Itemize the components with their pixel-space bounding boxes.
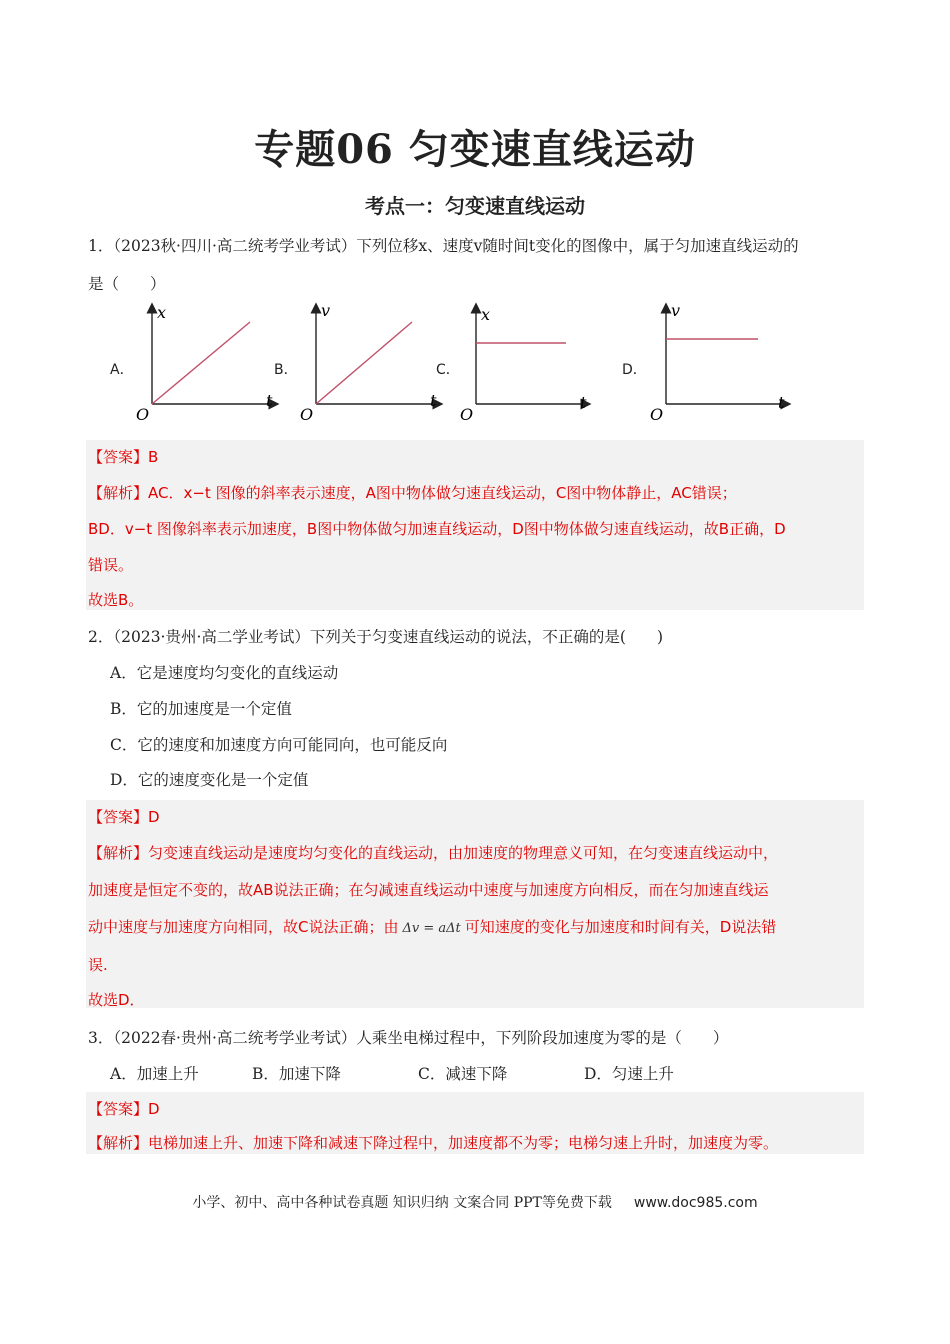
q2-analysis-line2: 加速度是恒定不变的，故AB说法正确；在匀减速直线运动中速度与加速度方向相反，而在匀加速直线运 bbox=[88, 881, 769, 899]
graph-c-origin: O bbox=[460, 405, 474, 424]
q3-answer: 【答案】D bbox=[88, 1100, 160, 1118]
graph-a-line bbox=[152, 322, 250, 404]
q2-option-a: A．它是速度均匀变化的直线运动 bbox=[110, 664, 339, 682]
q1-option-d: D． bbox=[622, 362, 647, 378]
footer-url[interactable]: www.doc985.com bbox=[633, 1195, 758, 1211]
q2-option-c: C．它的速度和加速度方向可能同向，也可能反向 bbox=[110, 736, 448, 754]
q2-analysis-line3-a: 动中速度与加速度方向相同，故C说法正确；由 bbox=[88, 918, 399, 936]
q2-answer: 【答案】D bbox=[88, 808, 160, 826]
q1-option-a: A． bbox=[110, 362, 134, 378]
graph-d-x-label: t bbox=[778, 393, 785, 412]
q1-analysis-line3: 错误。 bbox=[88, 556, 134, 574]
q3-option-a: A．加速上升 bbox=[110, 1065, 199, 1083]
graph-b bbox=[296, 302, 446, 424]
q1-option-c: C． bbox=[436, 362, 460, 378]
footer-text: 小学、初中、高中各种试卷真题 知识归纳 文案合同 PPT等免费下载 bbox=[192, 1195, 612, 1211]
footer bbox=[0, 1192, 950, 1212]
graph-b-origin: O bbox=[300, 405, 314, 424]
q1-analysis-line4: 故选B。 bbox=[88, 591, 144, 609]
q2-analysis-line5: 故选D． bbox=[88, 991, 145, 1009]
q2-analysis-line3-b: 可知速度的变化与加速度和时间有关，D说法错 bbox=[464, 918, 777, 936]
graph-c bbox=[456, 302, 606, 424]
q2-analysis-line1: 【解析】匀变速直线运动是速度均匀变化的直线运动，由加速度的物理意义可知，在匀变速直线运动中， bbox=[88, 844, 779, 862]
page-title: 专题06 匀变速直线运动 bbox=[254, 126, 696, 173]
q1-answer: 【答案】B bbox=[88, 448, 159, 466]
q1-analysis-line2: BD．v−t 图像斜率表示加速度，B图中物体做匀加速直线运动，D图中物体做匀速直线运动，故B正确，D bbox=[88, 520, 786, 538]
q2-analysis-line3 bbox=[88, 916, 776, 937]
q3-answer-box bbox=[86, 1092, 864, 1154]
graph-d-origin: O bbox=[650, 405, 664, 424]
q1-answer-box bbox=[86, 440, 864, 610]
q3-option-c: C．减速下降 bbox=[418, 1065, 508, 1083]
graph-d-y-label: v bbox=[671, 302, 681, 320]
graph-a-x-label: t bbox=[266, 391, 273, 410]
graph-d bbox=[646, 302, 796, 424]
graph-b-y-label: v bbox=[321, 302, 331, 320]
q2-formula: Δv = aΔt bbox=[402, 921, 461, 936]
q1-option-b: B． bbox=[274, 362, 298, 378]
section-title: 考点一：匀变速直线运动 bbox=[365, 194, 585, 218]
q1-stem-line1: 1．（2023秋·四川·高二统考学业考试）下列位移x、速度v随时间t变化的图像中，属于匀加速直线运动的 bbox=[88, 237, 799, 255]
graph-b-x-label: t bbox=[430, 391, 437, 410]
q2-answer-box bbox=[86, 800, 864, 1008]
graph-a bbox=[132, 302, 282, 424]
q2-option-d: D．它的速度变化是一个定值 bbox=[110, 771, 309, 789]
q2-stem: 2．（2023·贵州·高二学业考试）下列关于匀变速直线运动的说法，不正确的是( ) bbox=[88, 628, 664, 646]
q3-option-d: D．匀速上升 bbox=[584, 1065, 674, 1083]
q1-analysis-line1: 【解析】AC．x−t 图像的斜率表示速度，A图中物体做匀速直线运动，C图中物体静止，AC错误； bbox=[88, 484, 737, 502]
q3-stem: 3．（2022春·贵州·高二统考学业考试）人乘坐电梯过程中，下列阶段加速度为零的是（ ） bbox=[88, 1029, 729, 1047]
q2-option-b: B．它的加速度是一个定值 bbox=[110, 700, 292, 718]
graph-a-y-label: x bbox=[157, 303, 167, 322]
graph-b-line bbox=[316, 322, 412, 404]
q1-stem-line2: 是（ ） bbox=[88, 275, 166, 293]
q3-option-b: B．加速下降 bbox=[252, 1065, 341, 1083]
graph-c-x-label: t bbox=[580, 393, 587, 412]
q2-analysis-line4: 误. bbox=[88, 956, 108, 974]
q3-analysis: 【解析】电梯加速上升、加速下降和减速下降过程中，加速度都不为零；电梯匀速上升时，加速度为零。 bbox=[88, 1134, 779, 1152]
graph-c-y-label: x bbox=[481, 305, 491, 324]
graph-a-origin: O bbox=[136, 405, 150, 424]
